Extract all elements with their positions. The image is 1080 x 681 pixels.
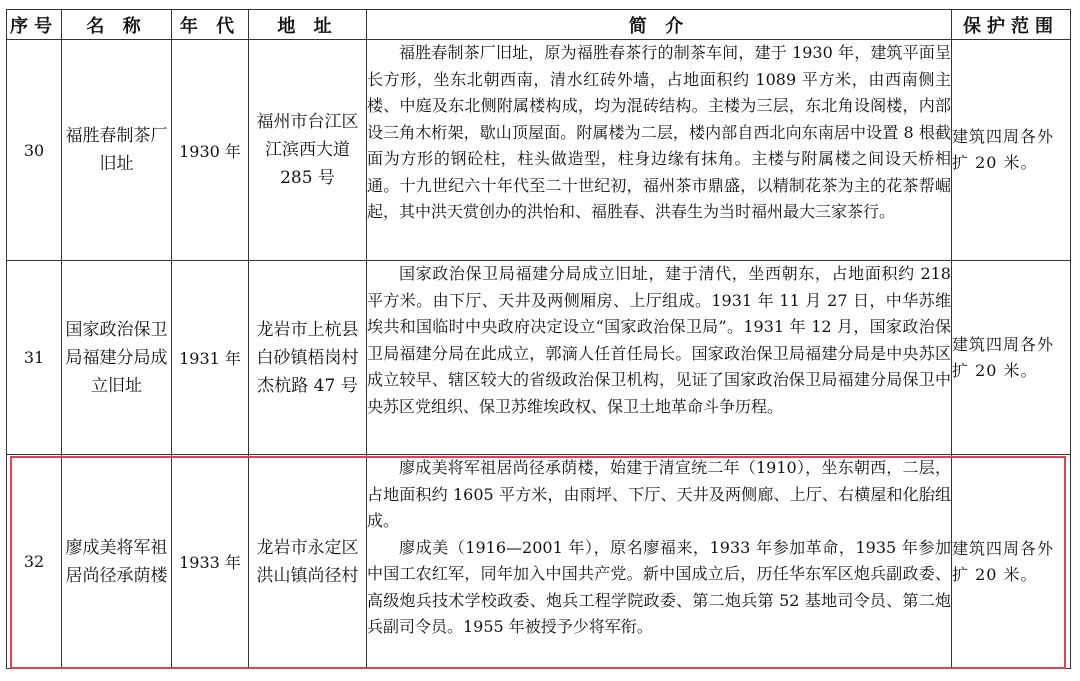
row-address: 龙岩市永定区洪山镇尚径村 <box>249 455 367 669</box>
row-scope: 建筑四周各外扩 20 米。 <box>952 455 1071 669</box>
row-era: 1931 年 <box>172 261 249 455</box>
row-brief <box>367 261 952 455</box>
brief-paragraph: 福胜春制茶厂旧址，原为福胜春茶行的制茶车间，建于 1930 年，建筑平面呈长方形，坐东北朝西南，清水红砖外墙，占地面积约 1089 平方米，由西南侧主楼、中庭及东北侧附属楼构成，均为混砖结构。主楼为三层，东北角设阁楼，内部设三角木桁架，歇山顶屋面。附属楼为二层，楼内部自西北向东南居中设置 8 根截面为方形的钢砼柱，柱头做造型，柱身边缘有抹角。主楼与附属楼之间设天桥相通。十九世纪六十年代至二十世纪初，福州茶市鼎盛，以精制花茶为主的花茶帮崛起，其中洪天赏创办的洪怡和、福胜春、洪春生为当时福州最大三家茶行。 <box>367 43 951 221</box>
row-name: 福胜春制茶厂旧址 <box>62 40 172 261</box>
header-scope: 保护范围 <box>952 10 1071 40</box>
row-seq: 32 <box>7 455 62 669</box>
row-seq: 30 <box>7 40 62 261</box>
row-scope: 建筑四周各外扩 20 米。 <box>952 40 1071 261</box>
header-address: 地 址 <box>249 10 367 40</box>
row-brief <box>367 40 952 261</box>
row-name: 国家政治保卫局福建分局成立旧址 <box>62 261 172 455</box>
table-row <box>7 261 1071 455</box>
brief-paragraph: 国家政治保卫局福建分局成立旧址，建于清代，坐西朝东，占地面积约 218 平方米。由下厅、天井及两侧厢房、上厅组成。1931 年 11 月 27 日，中华苏维埃共和国临时中央政府决定设立“国家政治保卫局”。1931 年 12 月，国家政治保卫局福建分局在此成立，郭滴人任首任局长。国家政治保卫局福建分局是中央苏区成立较早、辖区较大的省级政治保卫机构，见证了国家政治保卫局福建分局保卫中央苏区党组织、保卫苏维埃政权、保卫土地革命斗争历程。 <box>367 264 951 416</box>
table-row <box>7 40 1071 261</box>
header-brief: 简 介 <box>367 10 952 40</box>
heritage-table <box>6 9 1071 669</box>
row-era: 1933 年 <box>172 455 249 669</box>
brief-paragraph: 廖成美将军祖居尚径承荫楼，始建于清宣统二年（1910），坐东朝西，二层，占地面积约 1605 平方米，由雨坪、下厅、天井及两侧廊、上厅、右横屋和化胎组成。 <box>367 458 951 530</box>
table-row-selected[interactable] <box>7 455 1071 669</box>
row-brief <box>367 455 952 669</box>
header-era: 年 代 <box>172 10 249 40</box>
header-row <box>7 10 1071 40</box>
row-name: 廖成美将军祖居尚径承荫楼 <box>62 455 172 669</box>
row-address: 福州市台江区江滨西大道 285 号 <box>249 40 367 261</box>
row-seq: 31 <box>7 261 62 455</box>
header-name: 名 称 <box>62 10 172 40</box>
row-address: 龙岩市上杭县白砂镇梧岗村杰杭路 47 号 <box>249 261 367 455</box>
brief-paragraph: 廖成美（1916—2001 年），原名廖福来，1933 年参加革命，1935 年参加中国工农红军，同年加入中国共产党。新中国成立后，历任华东军区炮兵副政委、高级炮兵技术学校政委、炮兵工程学院政委、第二炮兵第 52 基地司令员、第二炮兵副司令员。1955 年被授予少将军衔。 <box>367 537 951 636</box>
row-era: 1930 年 <box>172 40 249 261</box>
row-scope: 建筑四周各外扩 20 米。 <box>952 261 1071 455</box>
header-seq: 序号 <box>7 10 62 40</box>
